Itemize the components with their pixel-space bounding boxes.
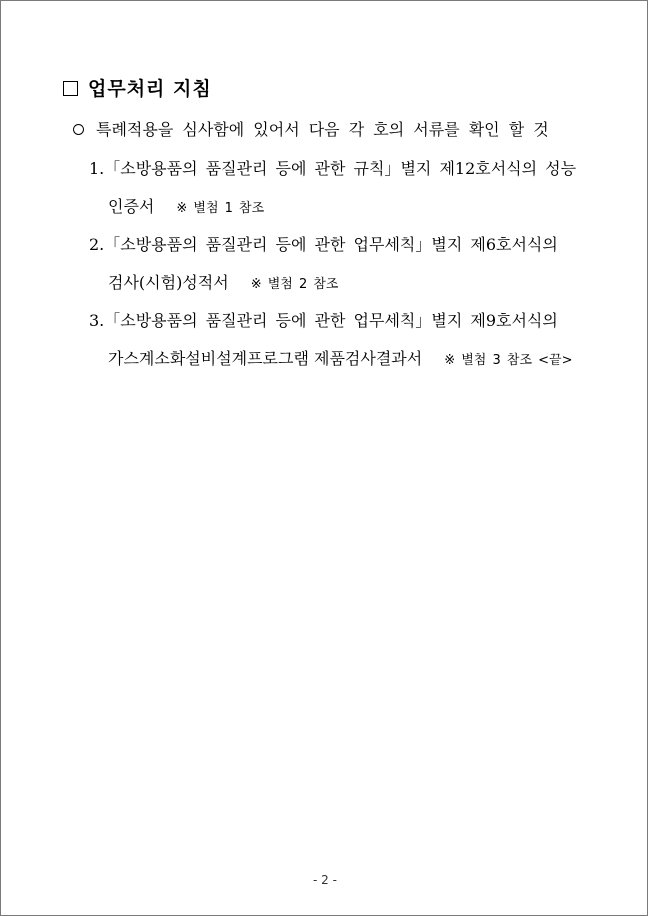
- square-bullet-icon: [63, 81, 78, 96]
- bullet-paragraph: [73, 117, 549, 140]
- bullet-text: 특례적용을 심사함에 있어서 다음 각 호의 서류를 확인 할 것: [96, 120, 549, 139]
- list-item-2-text-cont: 검사(시험)성적서: [108, 273, 229, 292]
- list-item-3-note: ※ 별첨 3 참조 <끝>: [444, 353, 573, 368]
- list-item-2-text: 「소방용품의 품질관리 등에 관한 업무세칙」별지 제6호서식의: [104, 235, 558, 254]
- list-item-3-line2: [108, 346, 573, 369]
- list-item-2-note: ※ 별첨 2 참조: [250, 277, 339, 292]
- section-heading-text: 업무처리 지침: [88, 78, 212, 100]
- list-item-3-text: 「소방용품의 품질관리 등에 관한 업무세칙」별지 제9호서식의: [104, 311, 558, 330]
- list-item-1-note: ※ 별첨 1 참조: [176, 201, 265, 216]
- section-heading: [63, 74, 212, 101]
- circle-bullet-icon: [73, 124, 84, 135]
- list-item-1-line1: [89, 156, 576, 179]
- list-item-3-number: 3.: [89, 311, 105, 330]
- list-item-1-number: 1.: [89, 159, 105, 178]
- list-item-3-line1: [89, 308, 558, 331]
- list-item-3-text-cont: 가스계소화설비설계프로그램 제품검사결과서: [108, 349, 423, 368]
- list-item-1-text: 「소방용품의 품질관리 등에 관한 규칙」별지 제12호서식의 성능: [104, 159, 577, 178]
- list-item-2-line1: [89, 232, 558, 255]
- page-number: - 2 -: [313, 873, 337, 887]
- list-item-1-text-cont: 인증서: [108, 197, 155, 216]
- list-item-2-line2: [108, 270, 338, 293]
- list-item-2-number: 2.: [89, 235, 105, 254]
- list-item-1-line2: [108, 194, 264, 217]
